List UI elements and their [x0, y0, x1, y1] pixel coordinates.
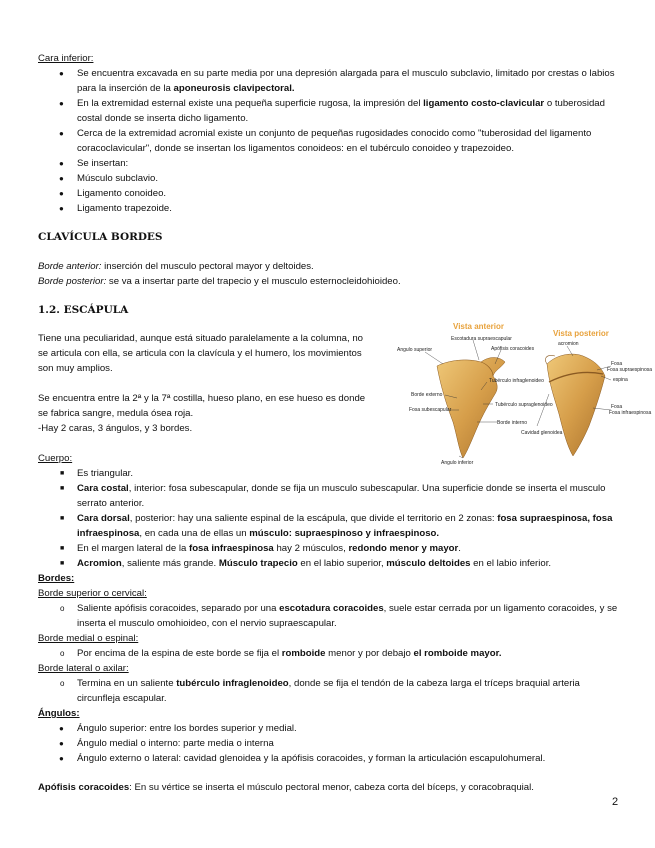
list-item: ● Se insertan:	[59, 158, 129, 169]
list-item: ● Ángulo medial o interno: parte media o interna	[59, 738, 274, 749]
escapula-heading: 1.2. ESCÁPULA	[38, 304, 129, 316]
label-fosa-subescapular: Fosa subescapular	[409, 407, 452, 413]
escapula-intro: Tiene una peculiaridad, aunque está situado paralelamente a la columna, no se articula con ella, se articula con la clavícula y el humero, los movimientos son muy amplios.	[38, 333, 363, 374]
borde-lateral-title: Borde lateral o axilar:	[38, 663, 129, 674]
cara-inferior-list	[38, 66, 618, 216]
borde-anterior: Borde anterior: inserción del musculo pectoral mayor y deltoides.	[38, 261, 314, 272]
cuerpo-list	[38, 466, 618, 571]
scapula-posterior-bone	[547, 354, 605, 456]
anterior-title: Vista anterior	[453, 322, 504, 331]
label-borde-interno: Borde interno	[497, 420, 528, 426]
page-number: 2	[612, 796, 619, 808]
label-tuberculo-supra: Tubérculo supraglenoideo	[495, 402, 553, 408]
list-item: o Saliente apófisis coracoides, separado por una escotadura coracoides, suele estar cerrada por un ligamento coracoides, y se inserta el musculo omohioideo, con el nervio supraescapular.	[60, 603, 618, 629]
cara-inferior-title: Cara inferior:	[38, 53, 94, 64]
escapula-p2: Se encuentra entre la 2ª y la 7ª costilla, hueso plano, en ese hueso es donde se fabrica sangre, medula ósea roja.	[38, 393, 366, 419]
list-item: ● Ángulo superior: entre los bordes superior y medial.	[59, 723, 297, 734]
label-tuberculo-infra: Tubérculo infraglenoideo	[489, 378, 544, 384]
label-fosa-infra-2: Fosa infraespinosa	[609, 410, 652, 416]
list-item: ■ Es triangular.	[60, 468, 133, 479]
label-angulo-superior: Angulo superior	[397, 347, 433, 353]
bordes-title: Bordes:	[38, 573, 75, 584]
label-escotadura: Escotadura supraescapular	[451, 336, 512, 342]
label-fosa-supra-2: Fosa supraespinosa	[607, 367, 653, 373]
angulos-title: Ángulos:	[38, 708, 80, 719]
list-item: ● Se encuentra excavada en su parte media por una depresión alargada para el musculo subclavio, limitado por crestas o labios para la inserción de la aponeurosis clavipectoral.	[59, 68, 615, 94]
list-item: ● Ángulo externo o lateral: cavidad glenoidea y la apófisis coracoides, y forman la articulación escapulohumeral.	[59, 753, 546, 764]
list-item: ● Músculo subclavio.	[59, 173, 159, 184]
list-item: o Por encima de la espina de este borde se fija el romboide menor y por debajo el romboide mayor.	[60, 648, 502, 659]
list-item: ● Ligamento trapezoide.	[59, 203, 172, 214]
list-item: ■ Cara costal, interior: fosa subescapular, donde se fija un musculo subescapular. Una superficie donde se inserta el musculo serrato anterior.	[60, 483, 606, 509]
label-fosa-infra-1: Fosa	[611, 404, 623, 410]
borde-medial-list	[38, 646, 618, 661]
label-acromion: acromion	[558, 341, 579, 347]
label-angulo-inferior: Angulo inferior	[441, 460, 474, 466]
label-borde-externo: Borde externo	[411, 392, 443, 398]
borde-posterior: Borde posterior: se va a insertar parte del trapecio y el musculo esternocleidohioideo.	[38, 276, 401, 287]
apofisis-paragraph: Apófisis coracoides: En su vértice se inserta el músculo pectoral menor, cabeza corta del bíceps, y coracobraquial.	[38, 782, 534, 793]
label-espina: espina	[613, 377, 628, 383]
list-item: ■ Cara dorsal, posterior: hay una saliente espinal de la escápula, que divide el territorio en 2 zonas: fosa supraespinosa, fosa infraespinosa, en cada una de ellas un músculo: supraespinoso y infraespinoso.	[60, 513, 613, 539]
borde-lateral-list	[38, 676, 618, 706]
cuerpo-title: Cuerpo:	[38, 453, 73, 464]
label-fosa-supra-1: Fosa	[611, 361, 623, 367]
list-item: o Termina en un saliente tubérculo infraglenoideo, donde se fija el tendón de la cabeza larga el tríceps braquial arteria circunfleja escapular.	[60, 678, 580, 704]
escapula-p2-line2: -Hay 2 caras, 3 ángulos, y 3 bordes.	[38, 423, 193, 434]
list-item: ● Ligamento conoideo.	[59, 188, 167, 199]
borde-superior-title: Borde superior o cervical:	[38, 588, 147, 599]
posterior-title: Vista posterior	[553, 329, 609, 338]
list-item: ● Cerca de la extremidad acromial existe un conjunto de pequeñas rugosidades conocido como "tuberosidad del ligamento coracoclavicular", donde se insertan los ligamentos conoideos: en el tubérculo conoideo y trapezoideo.	[59, 128, 592, 154]
borde-superior-list	[38, 601, 618, 631]
angulos-list	[38, 721, 618, 766]
list-item: ● En la extremidad esternal existe una pequeña superficie rugosa, la impresión del ligamento costo-clavicular o tuberosidad costal donde se inserta dicho ligamento.	[59, 98, 605, 124]
label-cavidad: Cavidad glenoidea	[521, 430, 563, 436]
borde-medial-title: Borde medial o espinal:	[38, 633, 139, 644]
scapula-figure	[397, 318, 653, 466]
list-item: ■ Acromion, saliente más grande. Músculo trapecio en el labio superior, músculo deltoides en el labio inferior.	[60, 558, 552, 569]
label-apofisis: Apófisis coracoides	[491, 346, 535, 352]
list-item: ■ En el margen lateral de la fosa infraespinosa hay 2 músculos, redondo menor y mayor.	[60, 543, 461, 554]
clavicula-bordes-heading: CLAVÍCULA BORDES	[38, 231, 163, 243]
